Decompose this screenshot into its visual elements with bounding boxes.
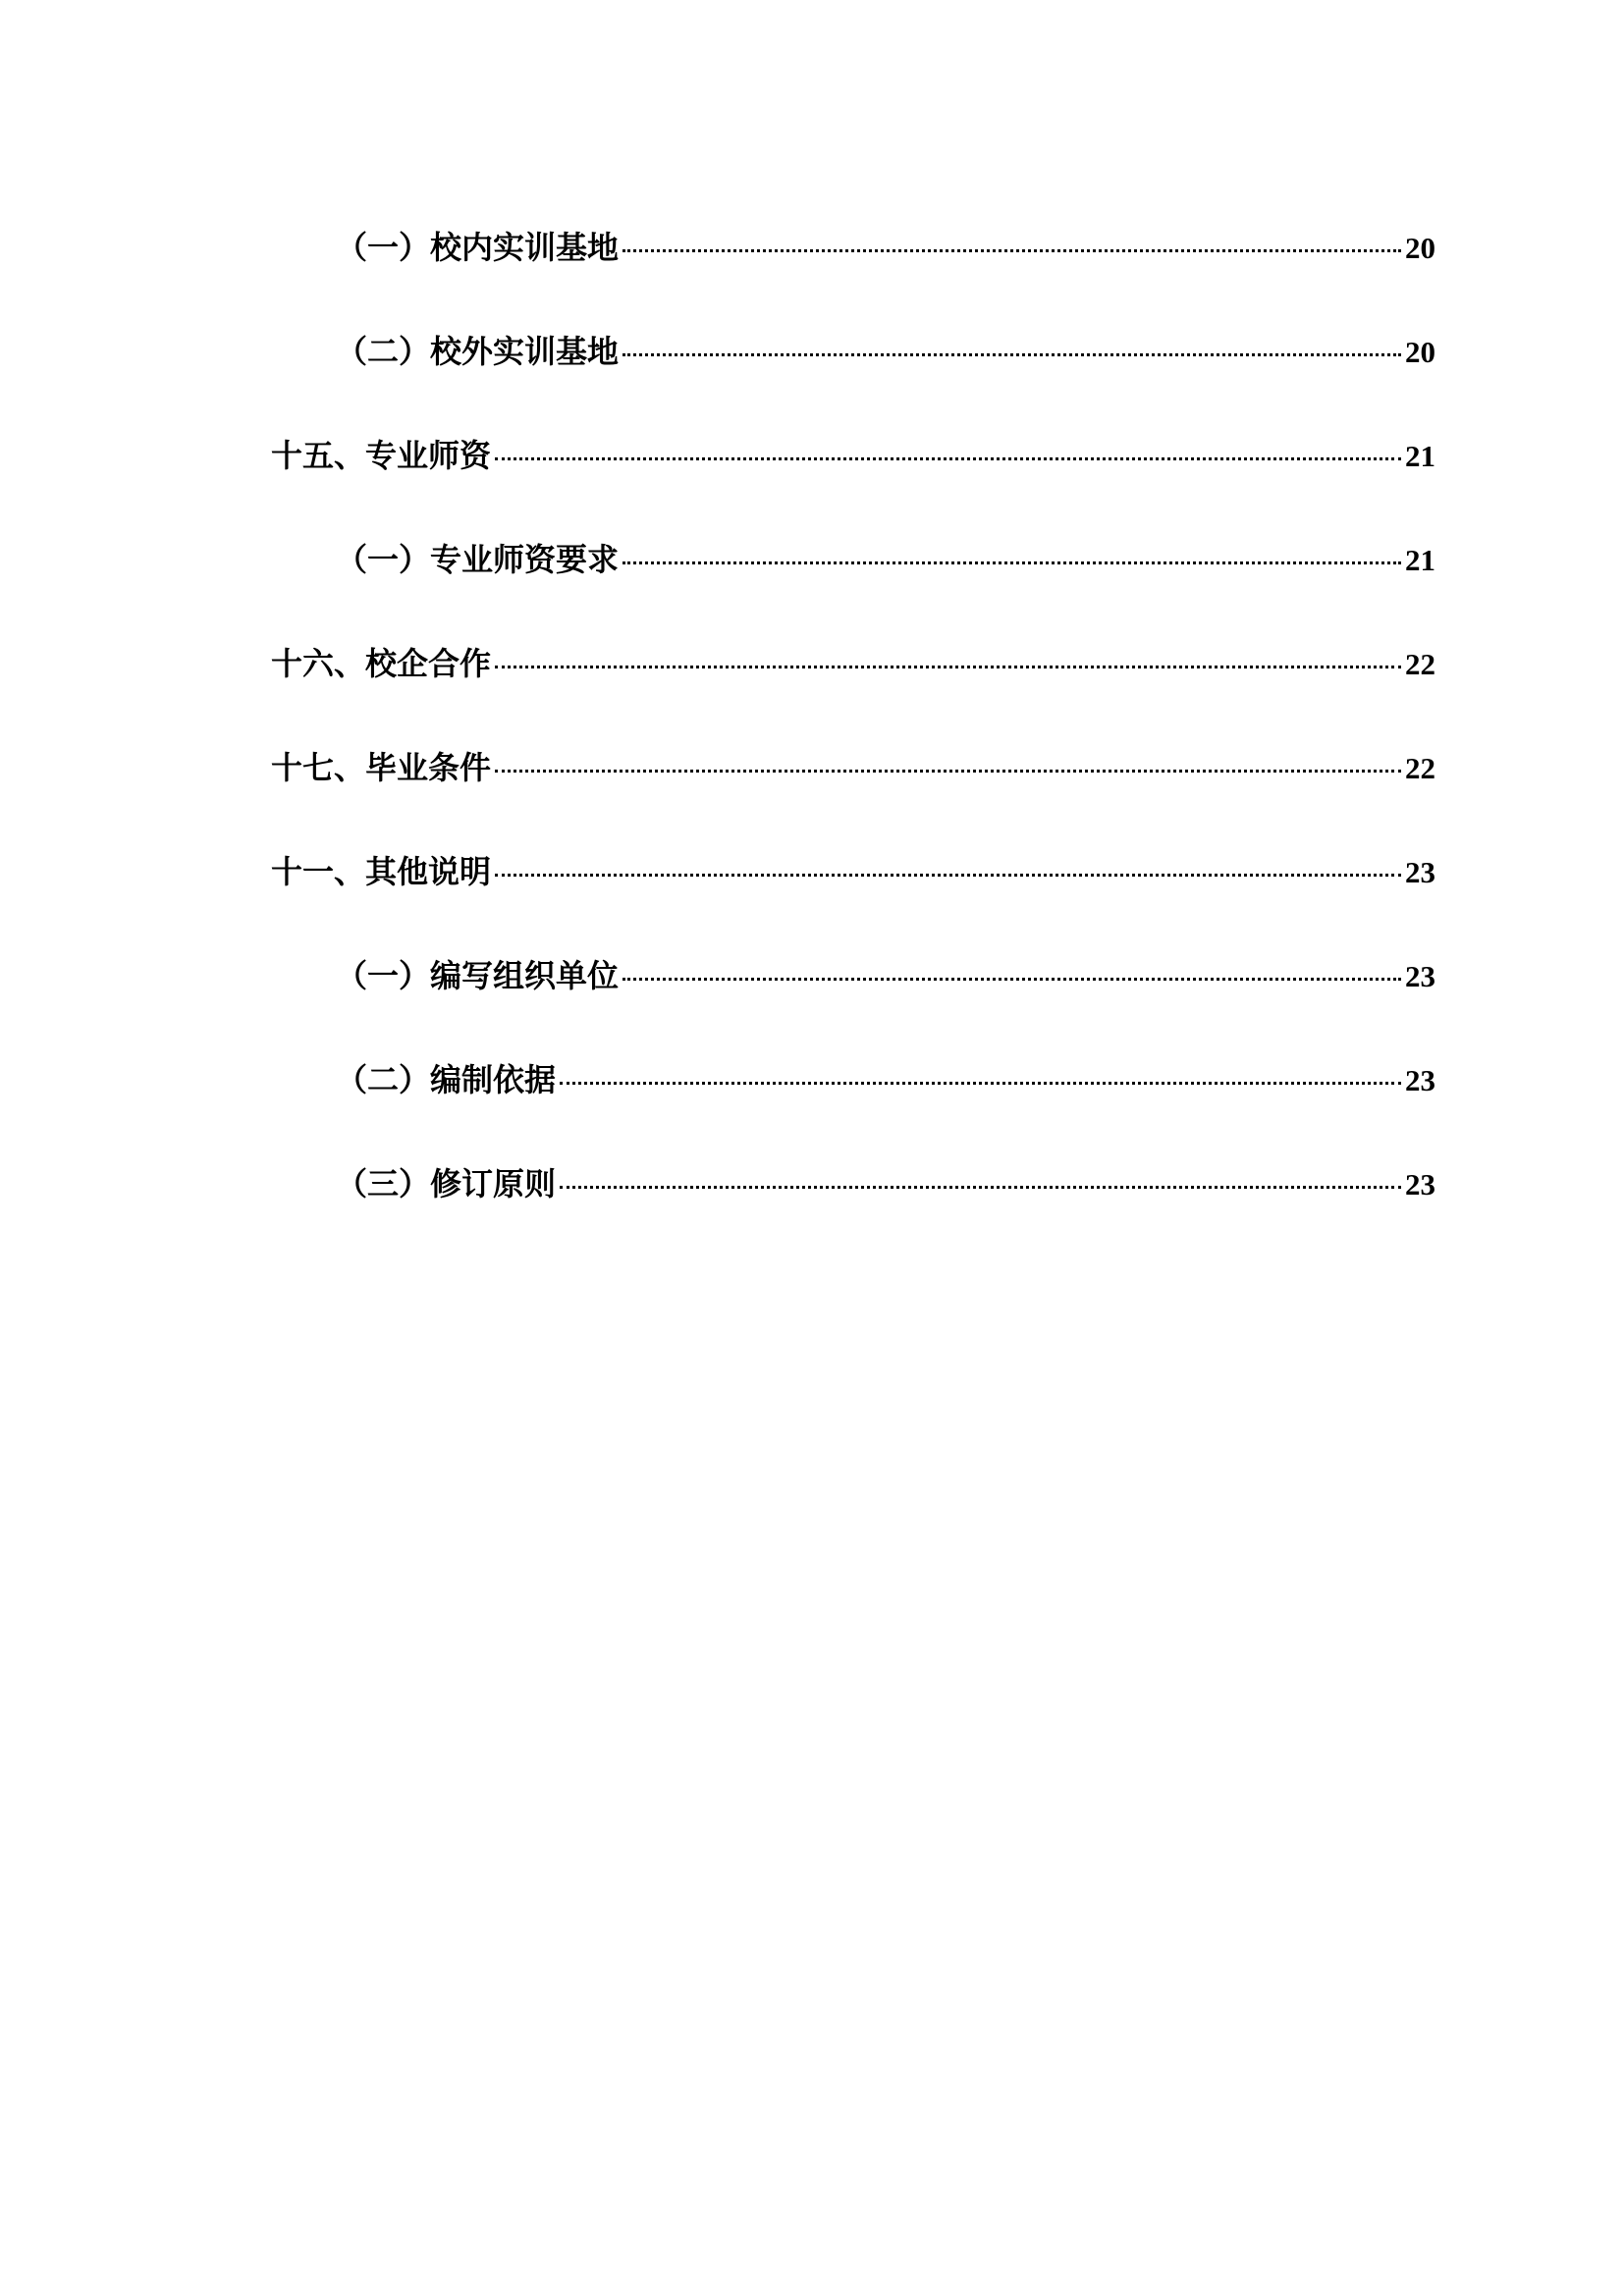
toc-page-number: 22 (1405, 647, 1435, 681)
toc-entry[interactable] (271, 322, 1435, 426)
toc-dot-leader (623, 353, 1401, 356)
toc-page-number: 21 (1405, 439, 1435, 473)
toc-page-number: 23 (1405, 959, 1435, 993)
toc-dot-leader (495, 874, 1401, 877)
toc-entry[interactable] (271, 634, 1435, 738)
toc-entry-label: （一）校内实训基地 (336, 229, 620, 266)
toc-entry[interactable] (271, 1154, 1435, 1258)
toc-page-number: 20 (1405, 231, 1435, 265)
toc-entry-label: （一）专业师资要求 (336, 541, 620, 578)
toc-entry[interactable] (271, 738, 1435, 842)
toc-entry-label: 十五、专业师资 (271, 437, 492, 474)
toc-page-number: 22 (1405, 751, 1435, 785)
toc-entry-label: （一）编写组织单位 (336, 957, 620, 994)
toc-dot-leader (495, 666, 1401, 668)
toc-dot-leader (495, 457, 1401, 460)
toc-page-number: 21 (1405, 543, 1435, 577)
toc-entry[interactable] (271, 946, 1435, 1050)
toc-dot-leader (560, 1082, 1401, 1085)
toc-entry[interactable] (271, 218, 1435, 322)
toc-page-number: 20 (1405, 335, 1435, 369)
toc-entry[interactable] (271, 1050, 1435, 1154)
toc-entry-label: （三）修订原则 (336, 1165, 557, 1202)
toc-dot-leader (495, 770, 1401, 773)
table-of-contents (271, 218, 1435, 1258)
toc-entry-label: （二）校外实训基地 (336, 333, 620, 370)
toc-page-number: 23 (1405, 1063, 1435, 1097)
toc-entry-label: （二）编制依据 (336, 1061, 557, 1098)
toc-entry[interactable] (271, 842, 1435, 946)
toc-entry[interactable] (271, 530, 1435, 634)
toc-entry-label: 十一、其他说明 (271, 853, 492, 890)
toc-dot-leader (623, 249, 1401, 252)
toc-dot-leader (623, 978, 1401, 981)
toc-page-number: 23 (1405, 855, 1435, 889)
toc-dot-leader (623, 561, 1401, 564)
toc-entry-label: 十七、毕业条件 (271, 749, 492, 786)
toc-entry-label: 十六、校企合作 (271, 645, 492, 682)
toc-dot-leader (560, 1186, 1401, 1189)
toc-entry[interactable] (271, 426, 1435, 530)
toc-page-number: 23 (1405, 1167, 1435, 1201)
